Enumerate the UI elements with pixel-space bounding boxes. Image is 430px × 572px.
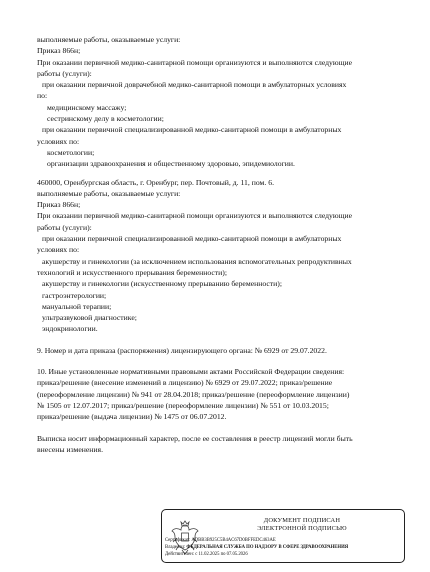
list-item: ультразвуковой диагностике;	[42, 313, 137, 323]
text-line: по:	[37, 91, 48, 101]
list-item: гастроэнтерологии;	[42, 290, 107, 300]
text-line: Приказ 866н;	[37, 46, 81, 56]
list-item: организации здравоохранения и общественному здоровью, эпидемиологии.	[47, 159, 295, 169]
text-line: приказ/решение (внесение изменений в лицензию) № 6929 от 29.07.2022; приказ/решение	[37, 378, 333, 388]
note-line: внесены изменения.	[37, 444, 103, 454]
list-item: акушерству и гинекологии (за исключением использования вспомогательных репродуктивных	[42, 256, 352, 266]
section-9-order: 9. Номер и дата приказа (распоряжения) лицензирующего органа: № 6929 от 29.07.2022.	[37, 345, 327, 355]
note-line: Выписка носит информационный характер, после ее составления в реестр лицензий могли быть	[37, 433, 353, 443]
text-line: При оказании первичной медико-санитарной помощи организуются и выполняются следующие	[37, 211, 353, 221]
certificate-line: Сертификат: ADBB3B925C5B4AC67D0BFFEDC463AE	[165, 538, 276, 543]
text-line: выполняемые работы, оказываемые услуги:	[37, 188, 181, 198]
list-item: эндокринологии.	[42, 324, 98, 334]
text-line: приказ/решение (выдача лицензии) № 1475 от 06.07.2012.	[37, 412, 227, 422]
text-line: работы (услуги):	[37, 68, 92, 78]
text-line: при оказании первичной специализированной медико-санитарной помощи в амбулаторных	[42, 234, 342, 244]
text-line: (переоформление лицензии) № 941 от 28.04.2018; приказ/решение (переоформление лицензии)	[37, 389, 350, 399]
list-item: сестринскому делу в косметологии;	[47, 114, 164, 124]
stamp-title: ДОКУМЕНТ ПОДПИСАН ЭЛЕКТРОННОЙ ПОДПИСЬЮ	[257, 517, 347, 532]
text-line: При оказании первичной медико-санитарной помощи организуются и выполняются следующие	[37, 57, 353, 67]
list-item: медицинскому массажу;	[47, 102, 127, 112]
text-line: выполняемые работы, оказываемые услуги:	[37, 35, 181, 44]
text-line: работы (услуги):	[37, 222, 92, 232]
list-item: акушерству и гинекологии (искусственному прерыванию беременности);	[42, 279, 282, 289]
address-line: 460000, Оренбургская область, г. Оренбург, пер. Почтовый, д. 11, пом. 6.	[37, 177, 275, 187]
text-line: условиях по:	[37, 245, 80, 255]
text-line: технологий и искусственного прерывания беременности);	[37, 267, 227, 277]
list-item: косметологии;	[47, 147, 95, 157]
text-line: при оказании первичной специализированной медико-санитарной помощи в амбулаторных	[42, 125, 342, 135]
validity-line: Действителен: с 11.02.2025 по 07.05.2026	[165, 552, 248, 557]
list-item: мануальной терапии;	[42, 301, 112, 311]
text-line: условиях по:	[37, 136, 80, 146]
text-line: Приказ 866н;	[37, 200, 81, 210]
text-line: при оказании первичной доврачебной медико-санитарной помощи в амбулаторных условиях	[42, 80, 347, 90]
text-line: № 1505 от 12.07.2017; приказ/решение (переоформление лицензии) № 551 от 10.03.2015;	[37, 400, 329, 410]
owner-line: Владелец: ФЕДЕРАЛЬНАЯ СЛУЖБА ПО НАДЗОРУ В СФЕРЕ ЗДРАВООХРАНЕНИЯ	[165, 545, 349, 550]
electronic-signature-stamp	[161, 509, 405, 563]
document-body	[37, 34, 409, 455]
stamp-details	[165, 537, 405, 558]
section-10-heading: 10. Иные установленные нормативными правовыми актами Российской Федерации сведения:	[37, 367, 345, 377]
